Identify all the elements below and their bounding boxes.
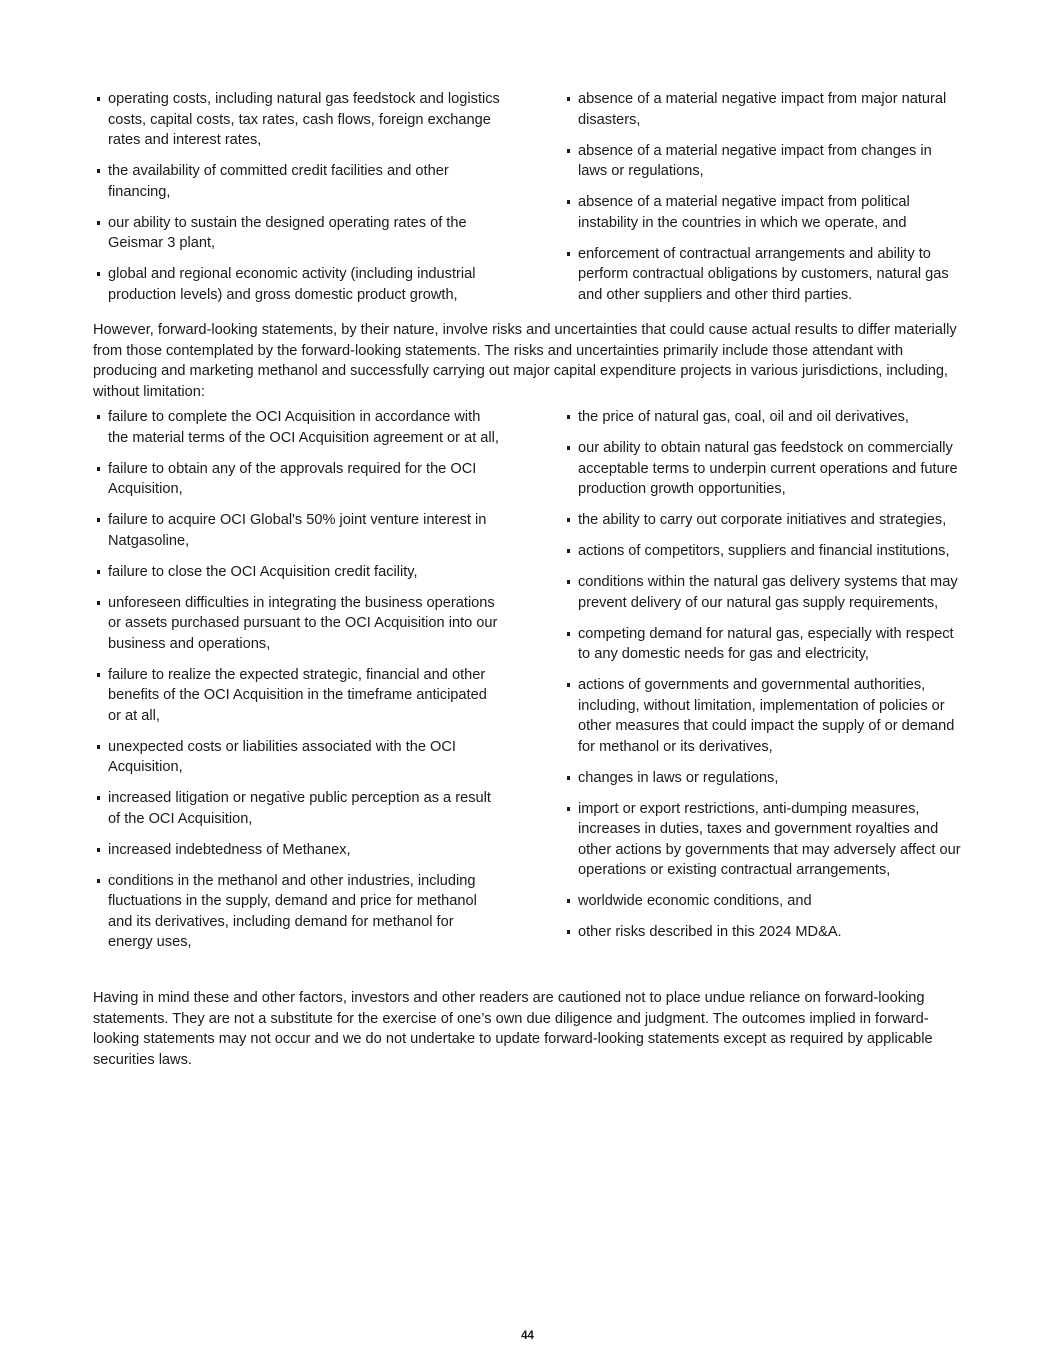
list-item: unforeseen difficulties in integrating the business operations or assets purchased pursuant to the OCI Acquisition into our business and operations,: [93, 593, 501, 655]
risks-columns: [93, 407, 963, 963]
list-item: import or export restrictions, anti-dumping measures, increases in duties, taxes and government royalties and other actions by governments that may adversely affect our operations or existing contractual arrangements,: [563, 799, 963, 881]
list-item: competing demand for natural gas, especially with respect to any domestic needs for gas and electricity,: [563, 624, 963, 665]
risks-left-list: [93, 407, 501, 953]
list-item: absence of a material negative impact from major natural disasters,: [563, 89, 963, 130]
list-item: the ability to carry out corporate initiatives and strategies,: [563, 510, 963, 531]
list-item: failure to obtain any of the approvals required for the OCI Acquisition,: [93, 459, 501, 500]
risks-left-column: [93, 407, 501, 963]
list-item: failure to complete the OCI Acquisition in accordance with the material terms of the OCI Acquisition agreement or at all,: [93, 407, 501, 448]
list-item: actions of competitors, suppliers and financial institutions,: [563, 541, 963, 562]
list-item: absence of a material negative impact from changes in laws or regulations,: [563, 141, 963, 182]
list-item: other risks described in this 2024 MD&A.: [563, 922, 963, 943]
page-number: 44: [521, 1330, 534, 1342]
list-item: worldwide economic conditions, and: [563, 891, 963, 912]
risks-right-column: [563, 407, 963, 963]
risks-intro-paragraph: However, forward-looking statements, by their nature, involve risks and uncertainties that could cause actual results to differ materially from those contemplated by the forward-looking statements. The risks and uncertainties primarily include those attendant with producing and marketing methanol and successfully carrying out major capital expenditure projects in various jurisdictions, including, without limitation:: [93, 322, 957, 400]
list-item: increased litigation or negative public perception as a result of the OCI Acquisition,: [93, 788, 501, 829]
assumptions-right-column: [563, 89, 963, 316]
list-item: failure to close the OCI Acquisition credit facility,: [93, 562, 501, 583]
list-item: conditions in the methanol and other industries, including fluctuations in the supply, demand and price for methanol and its derivatives, including demand for methanol for energy uses,: [93, 871, 501, 953]
assumptions-left-column: [93, 89, 501, 316]
assumptions-left-list: [93, 89, 501, 305]
list-item: the price of natural gas, coal, oil and oil derivatives,: [563, 407, 963, 428]
list-item: increased indebtedness of Methanex,: [93, 840, 501, 861]
assumptions-right-list: [563, 89, 963, 305]
list-item: global and regional economic activity (including industrial production levels) and gross domestic product growth,: [93, 264, 501, 305]
list-item: failure to acquire OCI Global's 50% joint venture interest in Natgasoline,: [93, 510, 501, 551]
list-item: actions of governments and governmental authorities, including, without limitation, implementation of policies or other measures that could impact the supply of or demand for methanol or its derivatives,: [563, 675, 963, 757]
list-item: changes in laws or regulations,: [563, 768, 963, 789]
list-item: operating costs, including natural gas feedstock and logistics costs, capital costs, tax rates, cash flows, foreign exchange rates and interest rates,: [93, 89, 501, 151]
list-item: our ability to sustain the designed operating rates of the Geismar 3 plant,: [93, 213, 501, 254]
list-item: enforcement of contractual arrangements and ability to perform contractual obligations by customers, natural gas and other suppliers and other third parties.: [563, 244, 963, 306]
risks-right-list: [563, 407, 963, 943]
assumptions-columns: [93, 89, 963, 316]
list-item: the availability of committed credit facilities and other financing,: [93, 161, 501, 202]
caution-paragraph: Having in mind these and other factors, investors and other readers are cautioned not to place undue reliance on forward-looking statements. They are not a substitute for the exercise of one’s own due diligence and judgment. The outcomes implied in forward-looking statements may not occur and we do not undertake to update forward-looking statements except as required by applicable securities laws.: [93, 990, 933, 1068]
list-item: conditions within the natural gas delivery systems that may prevent delivery of our natural gas supply requirements,: [563, 572, 963, 613]
list-item: absence of a material negative impact from political instability in the countries in which we operate, and: [563, 192, 963, 233]
list-item: failure to realize the expected strategic, financial and other benefits of the OCI Acquisition in the timeframe anticipated or at all,: [93, 665, 501, 727]
list-item: unexpected costs or liabilities associated with the OCI Acquisition,: [93, 737, 501, 778]
list-item: our ability to obtain natural gas feedstock on commercially acceptable terms to underpin current operations and future production growth opportunities,: [563, 438, 963, 500]
